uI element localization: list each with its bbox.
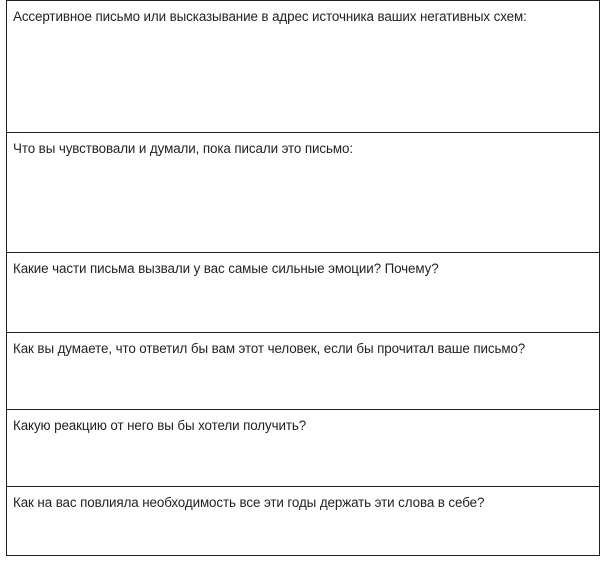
row-prompt: Что вы чувствовали и думали, пока писали это письмо: (13, 141, 353, 156)
row-prompt: Какие части письма вызвали у вас самые сильные эмоции? Почему? (13, 261, 439, 276)
worksheet-row-feelings-while-writing (7, 132, 599, 252)
answer-area[interactable] (7, 438, 599, 486)
answer-area[interactable] (7, 281, 599, 332)
worksheet-table (6, 0, 600, 556)
answer-area[interactable] (7, 361, 599, 409)
row-prompt: Как вы думаете, что ответил бы вам этот человек, если бы прочитал ваше письмо? (13, 341, 526, 356)
row-prompt: Ассертивное письмо или высказывание в адрес источника ваших негативных схем: (13, 9, 527, 24)
worksheet-row-impact-of-silence (7, 486, 599, 555)
worksheet-row-strongest-emotions (7, 252, 599, 332)
worksheet-row-desired-reaction (7, 409, 599, 486)
answer-area[interactable] (7, 515, 599, 555)
row-prompt: Какую реакцию от него вы бы хотели получить? (13, 418, 307, 433)
answer-area[interactable] (7, 161, 599, 252)
row-prompt: Как на вас повлияла необходимость все эти годы держать эти слова в себе? (13, 495, 485, 510)
worksheet-row-imagined-reply (7, 332, 599, 409)
worksheet-row-assertive-letter (7, 1, 599, 132)
answer-area[interactable] (7, 29, 599, 132)
